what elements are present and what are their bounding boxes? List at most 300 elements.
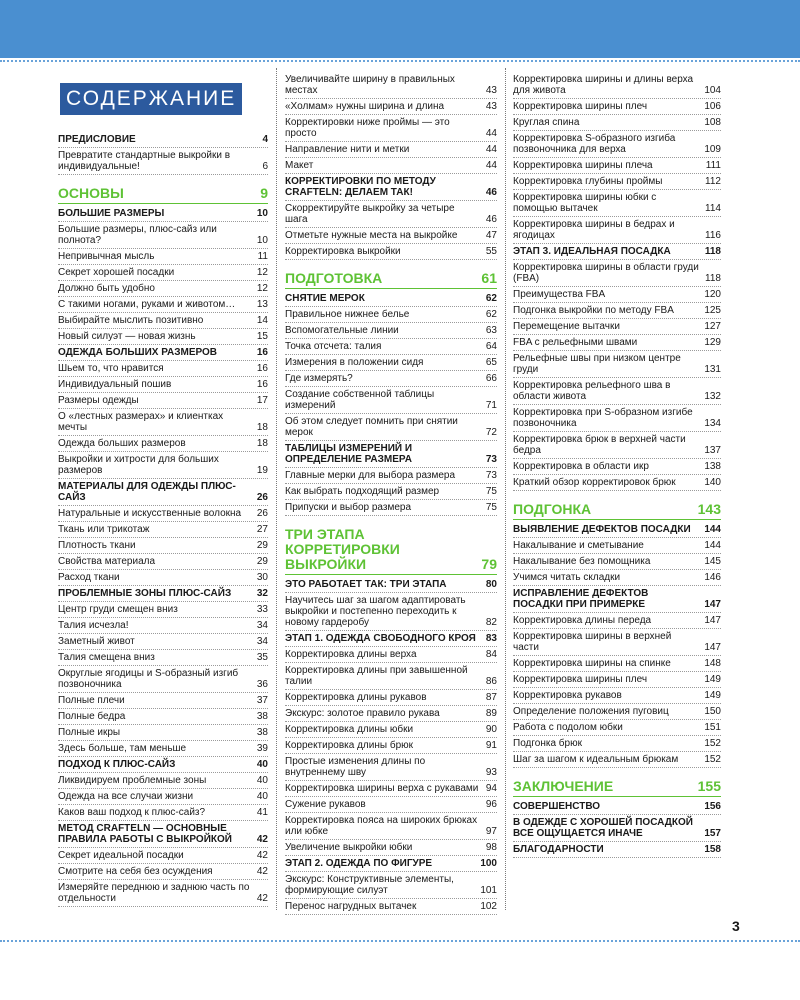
toc-entry-page: 72 xyxy=(485,427,497,438)
toc-entry-title: Перенос нагрудных вытачек xyxy=(285,901,417,912)
toc-entry[interactable] xyxy=(58,313,268,329)
toc-entry-title: ТАБЛИЦЫ ИЗМЕРЕНИЙ И ОПРЕДЕЛЕНИЕ РАЗМЕРА xyxy=(285,443,413,465)
toc-entry[interactable] xyxy=(513,99,721,115)
toc-entry-page: 62 xyxy=(485,309,497,320)
toc-entry[interactable] xyxy=(513,656,721,672)
toc-entry-page: 61 xyxy=(481,270,497,286)
toc-entry-title: МАТЕРИАЛЫ ДЛЯ ОДЕЖДЫ ПЛЮС-САЙЗ xyxy=(58,481,236,503)
toc-entry-title: ПОДГОТОВКА xyxy=(285,270,383,286)
toc-entry[interactable] xyxy=(513,319,721,335)
toc-entry-page: 16 xyxy=(256,379,268,390)
toc-entry-title: Полные икры xyxy=(58,727,121,738)
toc-entry-page: 73 xyxy=(485,470,497,481)
toc-entry-page: 144 xyxy=(704,524,721,535)
toc-entry[interactable] xyxy=(285,593,497,631)
toc-entry[interactable] xyxy=(285,813,497,840)
toc-entry-title: СНЯТИЕ МЕРОК xyxy=(285,293,365,304)
toc-entry[interactable] xyxy=(513,303,721,319)
toc-subheading[interactable] xyxy=(58,821,268,848)
toc-entry[interactable] xyxy=(513,704,721,720)
toc-entry-title: Работа с подолом юбки xyxy=(513,722,623,733)
toc-entry[interactable] xyxy=(58,452,268,479)
toc-entry-title: Корректировка выкройки xyxy=(285,246,401,257)
toc-entry[interactable] xyxy=(58,506,268,522)
column-divider xyxy=(505,68,506,910)
toc-subheading[interactable] xyxy=(285,441,497,468)
toc-entry-page: 112 xyxy=(705,176,721,187)
toc-entry-title: Корректировки ниже проймы — это просто xyxy=(285,117,450,139)
toc-section-heading[interactable] xyxy=(513,499,721,520)
toc-entry[interactable] xyxy=(58,361,268,377)
toc-entry-title: Как выбрать подходящий размер xyxy=(285,486,440,497)
toc-entry[interactable] xyxy=(513,158,721,174)
toc-entry-title: Превратите стандартные выкройки в индивидуальные! xyxy=(58,150,231,172)
toc-entry[interactable] xyxy=(513,554,721,570)
toc-entry-page: 62 xyxy=(485,293,497,304)
toc-entry-title: Краткий обзор корректировок брюк xyxy=(513,477,676,488)
toc-entry-title: Направление нити и метки xyxy=(285,144,410,155)
toc-entry-page: 11 xyxy=(257,251,268,262)
toc-section-heading[interactable] xyxy=(58,183,268,204)
toc-entry-page: 96 xyxy=(485,799,497,810)
toc-entry[interactable] xyxy=(58,602,268,618)
toc-entry[interactable] xyxy=(513,287,721,303)
toc-entry-title: Корректировка ширины верха с рукавами xyxy=(285,783,479,794)
toc-subheading[interactable] xyxy=(513,842,721,858)
toc-entry-title: Учимся читать складки xyxy=(513,572,621,583)
toc-entry-title: Шаг за шагом к идеальным брюкам xyxy=(513,754,679,765)
toc-entry-title: Размеры одежды xyxy=(58,395,139,406)
toc-entry-page: 157 xyxy=(704,828,721,839)
toc-entry[interactable] xyxy=(58,436,268,452)
toc-entry-page: 152 xyxy=(704,738,721,749)
toc-entry-page: 137 xyxy=(704,445,721,456)
toc-entry-title: Корректировка ширины в области груди (FBA) xyxy=(513,262,699,284)
toc-entry[interactable] xyxy=(285,228,497,244)
toc-entry-title: МЕТОД CRAFTELN — ОСНОВНЫЕ ПРАВИЛА РАБОТЫ С ВЫКРОЙКОЙ xyxy=(58,823,232,845)
toc-entry[interactable] xyxy=(58,666,268,693)
toc-entry[interactable] xyxy=(285,663,497,690)
toc-subheading[interactable] xyxy=(58,132,268,148)
toc-entry[interactable] xyxy=(513,335,721,351)
page-title: СОДЕРЖАНИЕ xyxy=(60,83,242,115)
toc-entry-title: Главные мерки для выбора размера xyxy=(285,470,456,481)
toc-entry[interactable] xyxy=(285,797,497,813)
toc-subheading[interactable] xyxy=(285,577,497,593)
toc-entry-page: 125 xyxy=(704,305,721,316)
toc-entry-page: 138 xyxy=(704,461,721,472)
toc-subheading[interactable] xyxy=(285,174,497,201)
toc-entry[interactable] xyxy=(285,738,497,754)
toc-entry-page: 43 xyxy=(485,85,497,96)
toc-entry-title: Накалывание и сметывание xyxy=(513,540,644,551)
toc-entry-title: Корректировка ширины плеч xyxy=(513,101,648,112)
toc-entry[interactable] xyxy=(285,115,497,142)
toc-subheading[interactable] xyxy=(513,815,721,842)
toc-entry[interactable] xyxy=(513,115,721,131)
toc-entry-page: 100 xyxy=(480,858,497,869)
toc-entry-page: 44 xyxy=(485,160,497,171)
toc-entry-page: 75 xyxy=(485,502,497,513)
toc-entry-title: Сужение рукавов xyxy=(285,799,366,810)
toc-entry-title: ОСНОВЫ xyxy=(58,185,124,201)
toc-entry-title: Корректировка длины переда xyxy=(513,615,652,626)
toc-subheading[interactable] xyxy=(513,586,721,613)
toc-entry-title: В ОДЕЖДЕ С ХОРОШЕЙ ПОСАДКОЙ ВСЕ ОЩУЩАЕТСЯ ИНАЧЕ xyxy=(513,817,693,839)
toc-entry[interactable] xyxy=(58,281,268,297)
toc-entry-page: 9 xyxy=(260,185,268,201)
toc-entry[interactable] xyxy=(285,323,497,339)
toc-entry-page: 14 xyxy=(256,315,268,326)
toc-entry[interactable] xyxy=(58,880,268,907)
toc-entry[interactable] xyxy=(58,693,268,709)
toc-entry-title: Шьем то, что нравится xyxy=(58,363,164,374)
toc-entry[interactable] xyxy=(58,709,268,725)
toc-entry-page: 41 xyxy=(256,807,268,818)
toc-entry-title: Корректировка глубины проймы xyxy=(513,176,663,187)
toc-entry-page: 114 xyxy=(705,203,721,214)
toc-entry-title: О «лестных размерах» и клиентках мечты xyxy=(58,411,224,433)
toc-entry-title: Припуски и выбор размера xyxy=(285,502,412,513)
toc-entry[interactable] xyxy=(58,773,268,789)
toc-entry-title: Перемещение вытачки xyxy=(513,321,620,332)
toc-entry[interactable] xyxy=(513,459,721,475)
toc-entry-title: Корректировка ширины на спинке xyxy=(513,658,671,669)
toc-entry-page: 64 xyxy=(485,341,497,352)
toc-entry-title: Измерения в положении сидя xyxy=(285,357,424,368)
toc-entry-title: Должно быть удобно xyxy=(58,283,155,294)
toc-entry-page: 131 xyxy=(704,364,721,375)
toc-entry-title: БЛАГОДАРНОСТИ xyxy=(513,844,604,855)
toc-entry[interactable] xyxy=(513,570,721,586)
toc-entry[interactable] xyxy=(513,475,721,491)
toc-entry-title: Корректировка брюк в верхней части бедра xyxy=(513,434,686,456)
toc-section-heading[interactable] xyxy=(285,524,497,575)
toc-subheading[interactable] xyxy=(285,856,497,872)
toc-entry[interactable] xyxy=(285,722,497,738)
toc-entry[interactable] xyxy=(285,371,497,387)
toc-entry[interactable] xyxy=(513,190,721,217)
toc-entry-page: 97 xyxy=(485,826,497,837)
toc-entry-title: Скорректируйте выкройку за четыре шага xyxy=(285,203,455,225)
toc-entry-title: Одежда на все случаи жизни xyxy=(58,791,194,802)
toc-entry-page: 18 xyxy=(256,422,268,433)
toc-entry-title: Корректировка ширины юбки с помощью вытачек xyxy=(513,192,657,214)
toc-entry[interactable] xyxy=(285,72,497,99)
toc-entry[interactable] xyxy=(58,650,268,666)
toc-entry[interactable] xyxy=(285,468,497,484)
toc-entry[interactable] xyxy=(513,672,721,688)
toc-section-heading[interactable] xyxy=(285,268,497,289)
toc-entry-page: 65 xyxy=(485,357,497,368)
toc-entry-title: FBA с рельефными швами xyxy=(513,337,638,348)
toc-entry-page: 39 xyxy=(256,743,268,754)
toc-entry-page: 98 xyxy=(485,842,497,853)
toc-entry-page: 151 xyxy=(704,722,721,733)
toc-entry-title: ПРОБЛЕМНЫЕ ЗОНЫ ПЛЮС-САЙЗ xyxy=(58,588,232,599)
toc-entry[interactable] xyxy=(513,378,721,405)
toc-entry-title: Простые изменения длины по внутреннему шву xyxy=(285,756,426,778)
toc-entry[interactable] xyxy=(58,618,268,634)
toc-entry[interactable] xyxy=(285,647,497,663)
toc-entry-page: 47 xyxy=(485,230,497,241)
toc-entry[interactable] xyxy=(513,629,721,656)
toc-entry-page: 18 xyxy=(256,438,268,449)
toc-entry[interactable] xyxy=(58,805,268,821)
toc-entry[interactable] xyxy=(513,720,721,736)
toc-entry-page: 13 xyxy=(256,299,268,310)
toc-entry-page: 40 xyxy=(256,759,268,770)
toc-entry-page: 26 xyxy=(256,508,268,519)
toc-entry[interactable] xyxy=(58,538,268,554)
toc-entry[interactable] xyxy=(513,538,721,554)
toc-entry-title: Одежда больших размеров xyxy=(58,438,186,449)
toc-entry-title: ПРЕДИСЛОВИЕ xyxy=(58,134,136,145)
toc-entry[interactable] xyxy=(513,752,721,768)
toc-entry-title: Измеряйте переднюю и заднюю часть по отдельности xyxy=(58,882,250,904)
toc-entry[interactable] xyxy=(58,249,268,265)
toc-entry[interactable] xyxy=(285,414,497,441)
toc-entry[interactable] xyxy=(285,706,497,722)
toc-entry[interactable] xyxy=(285,840,497,856)
toc-entry[interactable] xyxy=(285,339,497,355)
toc-entry-page: 75 xyxy=(485,486,497,497)
toc-entry[interactable] xyxy=(58,725,268,741)
toc-entry-title: ЭТАП 2. ОДЕЖДА ПО ФИГУРЕ xyxy=(285,858,433,869)
toc-entry-title: Смотрите на себя без осуждения xyxy=(58,866,213,877)
header-band xyxy=(0,0,800,58)
toc-entry[interactable] xyxy=(58,148,268,175)
toc-entry[interactable] xyxy=(58,297,268,313)
toc-entry-page: 66 xyxy=(485,373,497,384)
toc-entry-title: Научитесь шаг за шагом адаптировать выкройки и постепенно переходить к новому гардеробу xyxy=(285,595,466,628)
toc-entry[interactable] xyxy=(285,500,497,516)
toc-entry-page: 89 xyxy=(485,708,497,719)
toc-entry-title: Преимущества FBA xyxy=(513,289,606,300)
toc-entry[interactable] xyxy=(58,789,268,805)
toc-entry[interactable] xyxy=(513,351,721,378)
toc-entry-title: СОВЕРШЕНСТВО xyxy=(513,801,601,812)
toc-entry-page: 19 xyxy=(256,465,268,476)
toc-entry[interactable] xyxy=(58,741,268,757)
toc-entry-title: Заметный живот xyxy=(58,636,135,647)
toc-entry-page: 146 xyxy=(704,572,721,583)
toc-entry[interactable] xyxy=(285,754,497,781)
toc-entry-title: Где измерять? xyxy=(285,373,353,384)
toc-entry-page: 118 xyxy=(705,273,721,284)
toc-entry-page: 102 xyxy=(480,901,497,912)
toc-entry[interactable] xyxy=(58,393,268,409)
toc-entry-page: 55 xyxy=(485,246,497,257)
toc-entry[interactable] xyxy=(285,355,497,371)
toc-entry-title: Секрет идеальной посадки xyxy=(58,850,184,861)
toc-entry[interactable] xyxy=(285,142,497,158)
toc-entry[interactable] xyxy=(513,688,721,704)
toc-entry-title: Корректировка ширины плеч xyxy=(513,674,648,685)
toc-column-right xyxy=(513,72,721,858)
bottom-divider xyxy=(0,940,800,942)
toc-entry[interactable] xyxy=(513,405,721,432)
toc-entry[interactable] xyxy=(285,158,497,174)
toc-entry-page: 10 xyxy=(256,208,268,219)
toc-entry[interactable] xyxy=(285,781,497,797)
toc-entry[interactable] xyxy=(58,409,268,436)
toc-column-middle xyxy=(285,72,497,915)
toc-entry-title: Непривычная мысль xyxy=(58,251,155,262)
toc-entry-page: 42 xyxy=(256,893,268,904)
toc-entry-title: Корректировка рукавов xyxy=(513,690,622,701)
toc-entry-page: 104 xyxy=(704,85,721,96)
toc-entry-page: 46 xyxy=(485,187,497,198)
toc-entry[interactable] xyxy=(58,522,268,538)
toc-entry-title: ЗАКЛЮЧЕНИЕ xyxy=(513,778,614,794)
toc-entry[interactable] xyxy=(513,174,721,190)
toc-entry-title: ЭТАП 1. ОДЕЖДА СВОБОДНОГО КРОЯ xyxy=(285,633,476,644)
toc-entry[interactable] xyxy=(58,570,268,586)
toc-subheading[interactable] xyxy=(58,479,268,506)
toc-entry-title: Вспомогательные линии xyxy=(285,325,399,336)
toc-entry-title: Корректировка длины при завышенной талии xyxy=(285,665,468,687)
toc-entry-title: Свойства материала xyxy=(58,556,156,567)
toc-entry-page: 149 xyxy=(704,674,721,685)
toc-entry[interactable] xyxy=(58,377,268,393)
toc-entry-title: ИСПРАВЛЕНИЕ ДЕФЕКТОВ ПОСАДКИ ПРИ ПРИМЕРКЕ xyxy=(513,588,649,610)
toc-entry-page: 155 xyxy=(697,778,721,794)
toc-entry-title: Экскурс: Конструктивные элементы, формирующие силуэт xyxy=(285,874,454,896)
toc-entry-page: 63 xyxy=(485,325,497,336)
toc-entry[interactable] xyxy=(58,222,268,249)
toc-subheading[interactable] xyxy=(285,291,497,307)
toc-entry-title: Круглая спина xyxy=(513,117,580,128)
toc-entry-page: 86 xyxy=(485,676,497,687)
toc-entry-title: Корректировка при S-образном изгибе позвоночника xyxy=(513,407,693,429)
toc-entry[interactable] xyxy=(58,634,268,650)
toc-entry-page: 10 xyxy=(256,235,268,246)
toc-entry-title: ПОДХОД К ПЛЮС-САЙЗ xyxy=(58,759,176,770)
toc-entry-page: 158 xyxy=(704,844,721,855)
toc-subheading[interactable] xyxy=(285,631,497,647)
toc-entry[interactable] xyxy=(513,260,721,287)
toc-entry-title: Плотность ткани xyxy=(58,540,136,551)
toc-entry-page: 150 xyxy=(704,706,721,717)
toc-entry-page: 101 xyxy=(480,885,497,896)
toc-subheading[interactable] xyxy=(513,522,721,538)
toc-entry-title: Создание собственной таблицы измерений xyxy=(285,389,435,411)
toc-entry-title: Ликвидируем проблемные зоны xyxy=(58,775,207,786)
toc-subheading[interactable] xyxy=(58,586,268,602)
toc-entry[interactable] xyxy=(285,307,497,323)
toc-entry-page: 46 xyxy=(485,214,497,225)
toc-entry-title: ЭТО РАБОТАЕТ ТАК: ТРИ ЭТАПА xyxy=(285,579,447,590)
toc-entry-title: Натуральные и искусственные волокна xyxy=(58,508,242,519)
toc-entry-page: 42 xyxy=(256,834,268,845)
toc-entry-page: 38 xyxy=(256,727,268,738)
toc-entry[interactable] xyxy=(513,217,721,244)
toc-entry-page: 42 xyxy=(256,850,268,861)
toc-entry[interactable] xyxy=(58,329,268,345)
toc-subheading[interactable] xyxy=(58,345,268,361)
toc-entry[interactable] xyxy=(58,265,268,281)
toc-entry-page: 83 xyxy=(485,633,497,644)
toc-entry-page: 16 xyxy=(256,347,268,358)
toc-entry-page: 42 xyxy=(256,866,268,877)
toc-entry[interactable] xyxy=(513,613,721,629)
toc-entry-page: 127 xyxy=(704,321,721,332)
toc-entry[interactable] xyxy=(285,484,497,500)
toc-entry[interactable] xyxy=(58,864,268,880)
toc-entry-title: КОРРЕКТИРОВКИ ПО МЕТОДУ CRAFTELN: ДЕЛАЕМ ТАК! xyxy=(285,176,436,198)
toc-entry-title: ОДЕЖДА БОЛЬШИХ РАЗМЕРОВ xyxy=(58,347,218,358)
toc-entry-title: Секрет хорошей посадки xyxy=(58,267,175,278)
toc-entry[interactable] xyxy=(285,899,497,915)
toc-entry-title: Накалывание без помощника xyxy=(513,556,651,567)
toc-entry-title: Выкройки и хитрости для больших размеров xyxy=(58,454,219,476)
toc-entry-page: 29 xyxy=(256,556,268,567)
toc-entry-title: Увеличение выкройки юбки xyxy=(285,842,413,853)
toc-entry[interactable] xyxy=(58,848,268,864)
toc-entry-title: ЭТАП 3. ИДЕАЛЬНАЯ ПОСАДКА xyxy=(513,246,671,257)
toc-entry-title: Корректировка длины юбки xyxy=(285,724,414,735)
toc-entry-title: Корректировка в области икр xyxy=(513,461,649,472)
toc-entry-title: Полные бедра xyxy=(58,711,126,722)
toc-subheading[interactable] xyxy=(58,757,268,773)
toc-entry-page: 34 xyxy=(256,620,268,631)
toc-entry-page: 36 xyxy=(256,679,268,690)
toc-entry-page: 12 xyxy=(256,283,268,294)
toc-entry-page: 44 xyxy=(485,144,497,155)
toc-entry[interactable] xyxy=(285,690,497,706)
toc-entry-title: Корректировка ширины плеча xyxy=(513,160,653,171)
toc-entry-page: 106 xyxy=(704,101,721,112)
toc-entry-page: 17 xyxy=(256,395,268,406)
toc-entry-page: 40 xyxy=(256,775,268,786)
toc-section-heading[interactable] xyxy=(513,776,721,797)
toc-entry-title: Экскурс: золотое правило рукава xyxy=(285,708,440,719)
toc-entry-title: Макет xyxy=(285,160,314,171)
page-number: 3 xyxy=(732,918,740,934)
toc-entry-title: Ткань или трикотаж xyxy=(58,524,150,535)
toc-entry-page: 145 xyxy=(704,556,721,567)
toc-entry-page: 156 xyxy=(704,801,721,812)
toc-entry[interactable] xyxy=(285,872,497,899)
toc-subheading[interactable] xyxy=(513,799,721,815)
toc-entry-page: 116 xyxy=(705,230,721,241)
toc-entry-title: Определение положения пуговиц xyxy=(513,706,669,717)
toc-entry[interactable] xyxy=(513,72,721,99)
toc-entry-page: 33 xyxy=(256,604,268,615)
toc-entry-page: 6 xyxy=(262,161,268,172)
toc-entry[interactable] xyxy=(285,99,497,115)
toc-entry-page: 93 xyxy=(485,767,497,778)
toc-entry[interactable] xyxy=(58,554,268,570)
toc-entry-page: 44 xyxy=(485,128,497,139)
toc-entry[interactable] xyxy=(285,387,497,414)
toc-entry-page: 152 xyxy=(704,754,721,765)
toc-entry-title: Отметьте нужные места на выкройке xyxy=(285,230,458,241)
toc-entry[interactable] xyxy=(513,736,721,752)
toc-entry-page: 147 xyxy=(704,615,721,626)
toc-entry[interactable] xyxy=(513,432,721,459)
toc-subheading[interactable] xyxy=(58,206,268,222)
toc-entry-title: Полные плечи xyxy=(58,695,125,706)
toc-entry[interactable] xyxy=(285,201,497,228)
toc-subheading[interactable] xyxy=(513,244,721,260)
toc-entry[interactable] xyxy=(285,244,497,260)
toc-entry-page: 16 xyxy=(256,363,268,374)
toc-entry-page: 29 xyxy=(256,540,268,551)
toc-entry[interactable] xyxy=(513,131,721,158)
toc-entry-title: Центр груди смещен вниз xyxy=(58,604,178,615)
